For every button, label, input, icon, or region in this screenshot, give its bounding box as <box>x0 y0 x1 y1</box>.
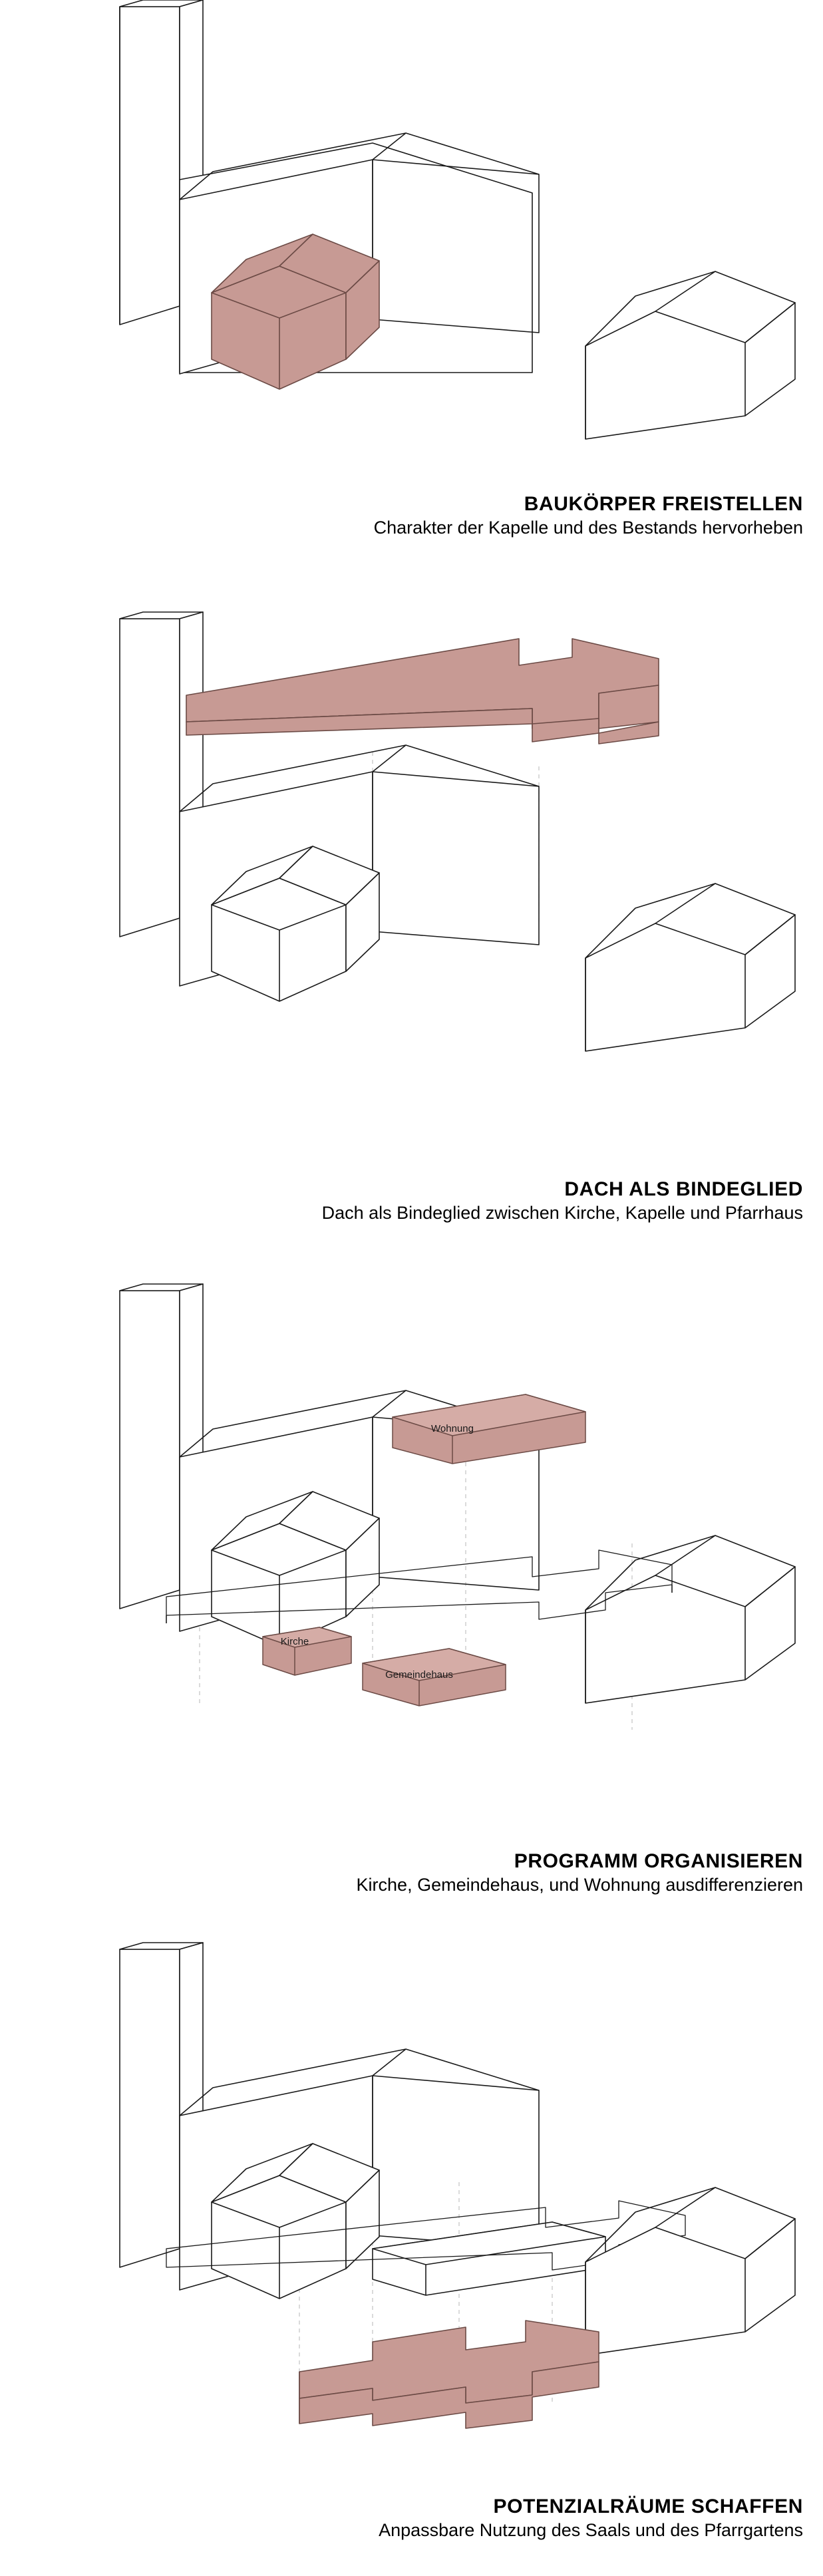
step-3-subtitle: Kirche, Gemeindehaus, und Wohnung ausdifferenzieren <box>356 1875 803 1895</box>
step-3-figure <box>0 1264 823 1850</box>
step-3-title: PROGRAMM ORGANISIEREN <box>514 1850 803 1872</box>
step-4-figure <box>0 1929 823 2495</box>
label-gemeindehaus: Gemeindehaus <box>385 1669 453 1681</box>
step-1-figure <box>0 0 823 492</box>
volume-wohnung <box>393 1394 585 1464</box>
step-1-title: BAUKÖRPER FREISTELLEN <box>524 493 803 515</box>
step-3-caption <box>0 1850 823 1896</box>
highlight-volume-potenzialraum <box>299 2321 599 2428</box>
step-1-caption <box>0 492 823 539</box>
step-4-subtitle: Anpassbare Nutzung des Saals und des Pfarrgartens <box>379 2520 803 2541</box>
step-2-title: DACH ALS BINDEGLIED <box>564 1178 803 1200</box>
highlight-volume-dach <box>186 639 659 744</box>
step-2-subtitle: Dach als Bindeglied zwischen Kirche, Kapelle und Pfarrhaus <box>321 1203 803 1223</box>
step-2-caption <box>0 1178 823 1224</box>
step-1 <box>0 0 823 592</box>
label-wohnung: Wohnung <box>431 1423 474 1434</box>
step-3 <box>0 1264 823 1929</box>
step-4-title: POTENZIALRÄUME SCHAFFEN <box>493 2496 803 2517</box>
step-2 <box>0 592 823 1264</box>
step-4 <box>0 1929 823 2576</box>
step-1-subtitle: Charakter der Kapelle und des Bestands hervorheben <box>373 518 803 538</box>
volume-kirche <box>263 1627 351 1675</box>
volume-gemeindehaus <box>363 1649 506 1706</box>
label-kirche: Kirche <box>280 1636 309 1647</box>
step-2-figure <box>0 592 823 1178</box>
step-4-caption <box>0 2495 823 2541</box>
